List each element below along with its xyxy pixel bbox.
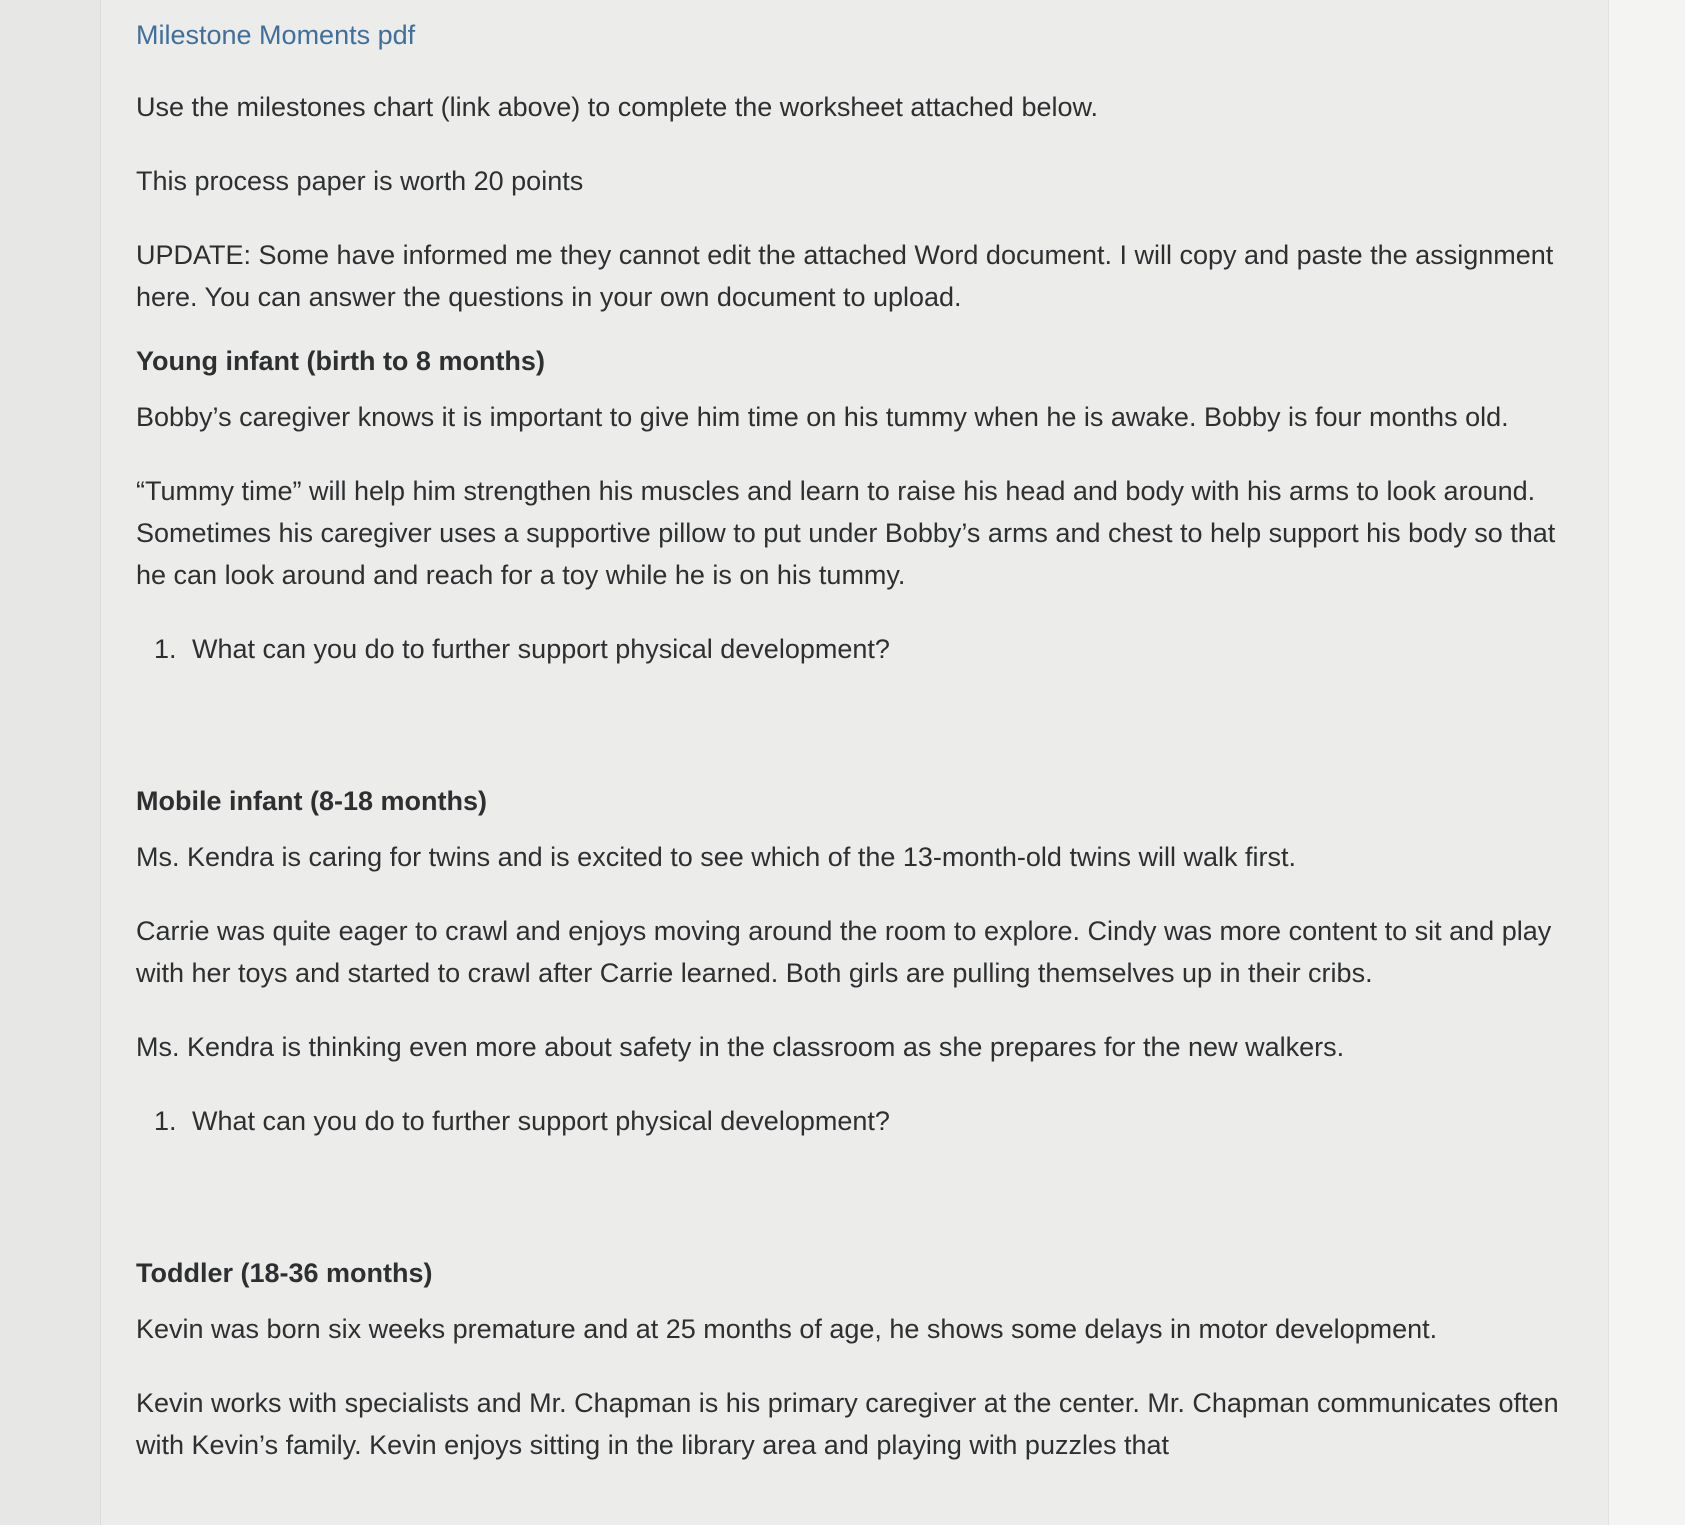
section-heading: Mobile infant (8-18 months) xyxy=(136,786,487,816)
intro-text: Use the milestones chart (link above) to complete the worksheet attached below. xyxy=(136,92,1099,122)
section-paragraph: Carrie was quite eager to crawl and enjoys moving around the room to explore. Cindy was more content to sit and play with her toys and started to crawl after Carrie learned. Both girls are pulling themselves up in their cribs. xyxy=(136,916,1552,988)
question-list xyxy=(136,1100,1576,1142)
document-content xyxy=(136,14,1576,1498)
document-page xyxy=(101,0,1608,1525)
section-paragraph: Kevin works with specialists and Mr. Chapman is his primary caregiver at the center. Mr. Chapman communicates often with Kevin’s family. Kevin enjoys sitting in the library area and playing with puzzles that xyxy=(136,1388,1559,1460)
section-paragraph: “Tummy time” will help him strengthen his muscles and learn to raise his head and body with his arms to look around. Sometimes his caregiver uses a supportive pillow to put under Bobby’s arms and chest to help support his body so that he can look around and reach for a toy while he is on his tummy. xyxy=(136,476,1556,590)
left-margin xyxy=(0,0,101,1525)
question-item: 1. What can you do to further support physical development? xyxy=(184,628,1576,670)
section-toddler xyxy=(136,1252,1576,1466)
update-text: UPDATE: Some have informed me they cannot edit the attached Word document. I will copy and paste the assignment here. You can answer the questions in your own document to upload. xyxy=(136,240,1554,312)
section-heading: Toddler (18-36 months) xyxy=(136,1258,433,1288)
section-mobile-infant xyxy=(136,780,1576,1142)
question-item: 1. What can you do to further support physical development? xyxy=(184,1100,1576,1142)
section-paragraph: Ms. Kendra is thinking even more about safety in the classroom as she prepares for the new walkers. xyxy=(136,1032,1345,1062)
milestone-moments-link[interactable]: Milestone Moments pdf xyxy=(136,20,416,50)
right-margin xyxy=(1608,0,1685,1525)
question-list xyxy=(136,628,1576,670)
section-young-infant xyxy=(136,340,1576,670)
section-paragraph: Kevin was born six weeks premature and at 25 months of age, he shows some delays in motor development. xyxy=(136,1314,1438,1344)
section-heading: Young infant (birth to 8 months) xyxy=(136,346,545,376)
section-paragraph: Ms. Kendra is caring for twins and is excited to see which of the 13-month-old twins will walk first. xyxy=(136,842,1296,872)
section-paragraph: Bobby’s caregiver knows it is important to give him time on his tummy when he is awake. Bobby is four months old. xyxy=(136,402,1509,432)
points-text: This process paper is worth 20 points xyxy=(136,166,584,196)
